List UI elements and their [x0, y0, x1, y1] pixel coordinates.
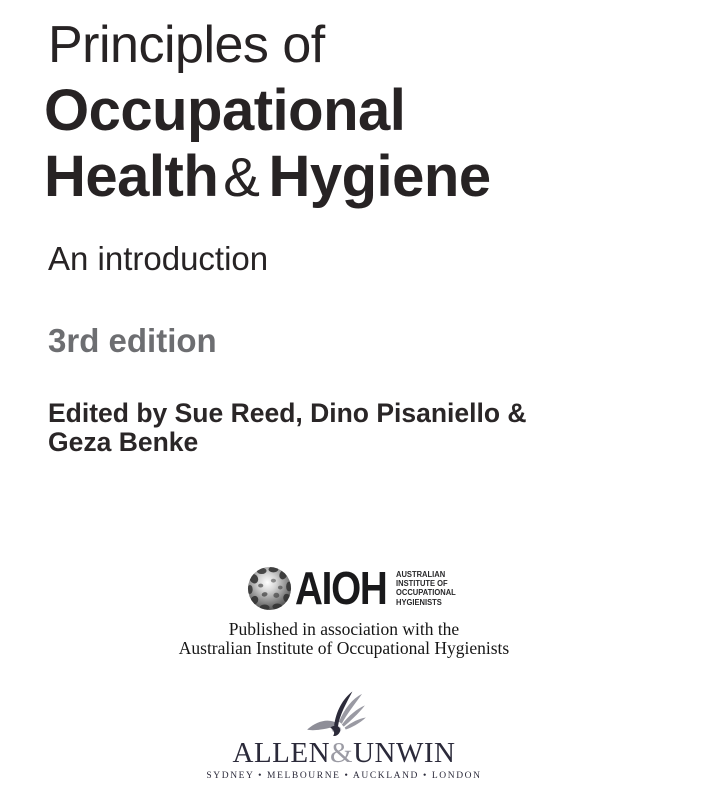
aioh-org-name — [396, 570, 456, 607]
aioh-org-line-2: INSTITUTE OF — [396, 578, 448, 589]
subtitle: An introduction — [48, 240, 269, 277]
title-word-health: Health — [44, 144, 219, 209]
book-title — [44, 12, 491, 210]
publisher-ampersand: & — [330, 737, 354, 769]
title-ampersand: & — [223, 146, 260, 208]
aioh-globe-icon — [247, 566, 292, 611]
publisher-name — [0, 737, 688, 769]
editors-line-2: Geza Benke — [48, 427, 199, 457]
title-line-1: Principles of — [48, 16, 325, 74]
aioh-org-line-4: HYGIENISTS — [396, 596, 442, 607]
aioh-org-line-1: AUSTRALIAN — [396, 569, 446, 579]
publisher-logo — [0, 690, 688, 781]
title-word-hygiene: Hygiene — [268, 144, 491, 209]
publisher-cities: SYDNEY • MELBOURNE • AUCKLAND • LONDON — [206, 771, 482, 781]
editors — [48, 399, 527, 457]
title-line-3 — [44, 144, 491, 210]
editors-line-1: Edited by Sue Reed, Dino Pisaniello & — [48, 398, 527, 428]
aioh-logo — [247, 562, 464, 614]
published-line-2: Australian Institute of Occupational Hygienists — [178, 638, 510, 658]
published-line-1: Published in association with the — [228, 619, 460, 639]
published-note — [0, 620, 688, 658]
cockatoo-icon — [305, 690, 369, 742]
aioh-org-line-3: OCCUPATIONAL — [396, 587, 456, 598]
publisher-name-unwin: UNWIN — [353, 737, 456, 769]
edition-label: 3rd edition — [48, 322, 217, 359]
aioh-acronym: AIOH — [295, 562, 387, 614]
title-line-2: Occupational — [44, 78, 406, 143]
publisher-name-allen: ALLEN — [232, 737, 331, 769]
